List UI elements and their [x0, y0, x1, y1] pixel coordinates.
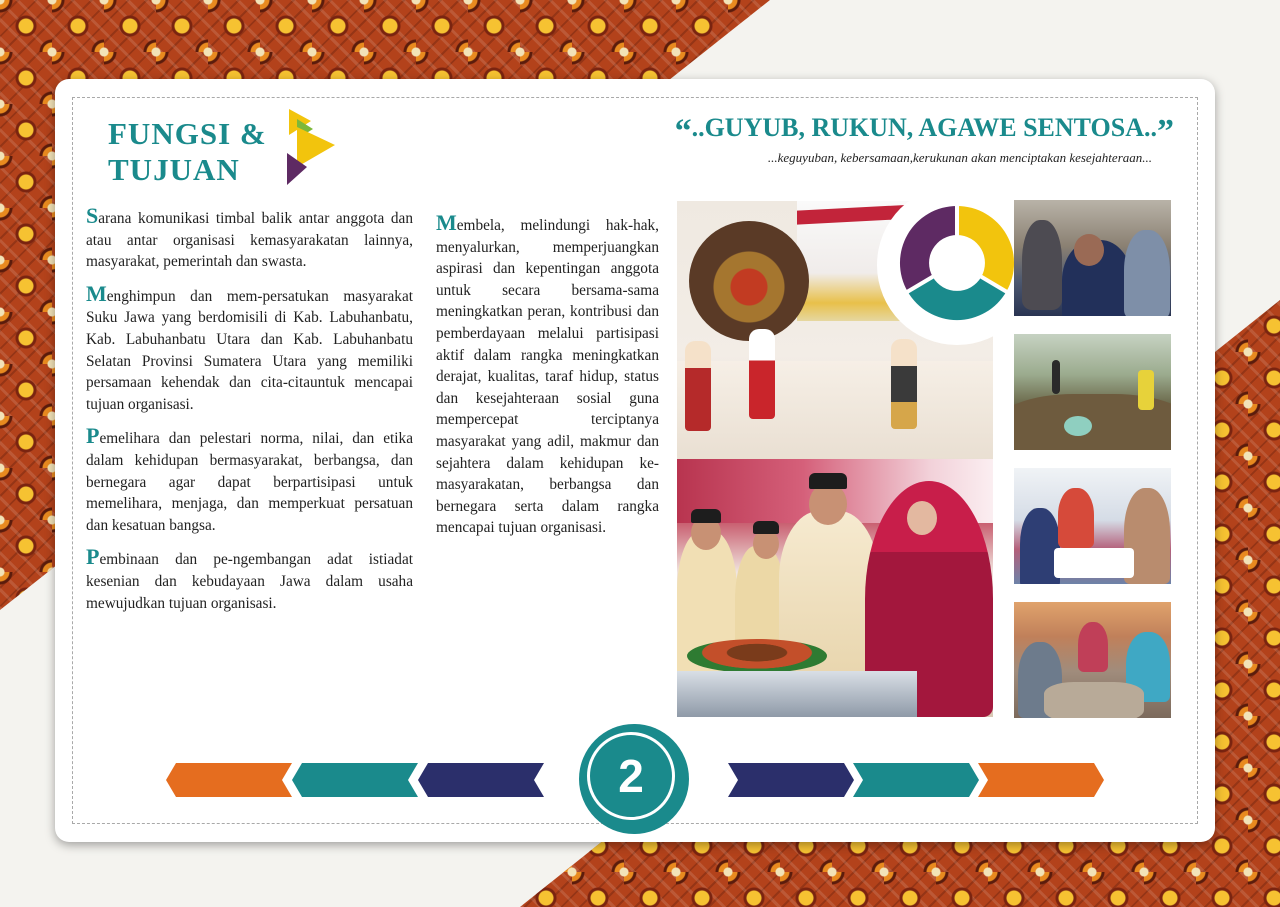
drop-letter: P: [86, 544, 100, 570]
page-number-badge: [579, 724, 689, 834]
motto-text: ..GUYUB, RUKUN, AGAWE SENTOSA..: [691, 113, 1157, 142]
paragraph-text: embela, melindungi hak-hak, menyalurkan, memperjuangkan aspirasi dan kepentingan anggota untuk secara bersama-sama meningkatkan peran, kontribusi dan pemberdayaan melalui partisipasi aktif dalam rangka meningkatkan derajat, kualitas, taraf hidup, status dan kesejahteraan sosial guna mempercepat terciptanya masyarakat yang adil, makmur dan sejahtera dalam kehidupan ke-masyarakatan, berbangsa dan bernegara serta dalam rangka mencapai tujuan organisasi.: [436, 217, 659, 537]
side-photo-gathering: [1014, 602, 1171, 718]
right-arrow-bar-teal: [853, 763, 979, 797]
floor: [677, 361, 993, 461]
right-arrow-bar-navy: [728, 763, 854, 797]
table: [677, 671, 917, 717]
person-head: [809, 483, 847, 525]
left-text-column: [86, 203, 413, 626]
worker: [1052, 360, 1060, 394]
paragraph-text: embinaan dan pe-ngembangan adat istiadat kesenian dan kebudayaan Jawa dalam usaha mewujudkan tujuan organisasi.: [86, 551, 413, 612]
person-head: [1074, 234, 1104, 266]
left-arrow-bar-navy: [418, 763, 544, 797]
paragraph-pemelihara: [86, 423, 413, 536]
sack: [1064, 416, 1092, 436]
paragraph-text: arana komunikasi timbal balik antar anggota dan atau antar organisasi kemasyarakatan lainnya, masyarakat, pemerintah dan swasta.: [86, 210, 413, 271]
peci-cap: [691, 509, 721, 523]
motto-subtitle: ...keguyuban, kebersamaan,kerukunan akan menciptakan kesejahteraan...: [767, 150, 1152, 165]
page-title: [108, 116, 267, 188]
floor: [1044, 682, 1144, 718]
triangle-arrow-logo-icon: [285, 105, 337, 187]
paragraph-membela: [436, 210, 659, 539]
drop-letter: M: [436, 210, 457, 235]
left-arrow-bar-orange: [166, 763, 292, 797]
side-photo-meeting: [1014, 468, 1171, 584]
dancer: [749, 329, 775, 419]
peci-cap: [753, 521, 779, 534]
page-number: 2: [587, 732, 675, 820]
tumpeng-tray: [687, 639, 827, 673]
donut-decoration: [877, 185, 1037, 345]
paragraph-sarana: [86, 203, 413, 273]
paragraph-menghimpun: [86, 280, 413, 416]
peci-cap: [809, 473, 847, 489]
dancer: [891, 339, 917, 429]
drop-letter: P: [86, 423, 100, 449]
left-arrow-bar-teal: [292, 763, 418, 797]
table: [1054, 548, 1134, 578]
person: [1078, 622, 1108, 672]
person-face: [907, 501, 937, 535]
reog-mask: [689, 221, 809, 341]
dancer: [685, 341, 711, 431]
worker: [1138, 370, 1154, 410]
person: [1022, 220, 1062, 310]
motto-close-quote: ”: [1157, 113, 1174, 150]
person: [1058, 488, 1094, 548]
paragraph-pembinaan: [86, 544, 413, 614]
motto: [675, 113, 1174, 151]
paragraph-text: enghimpun dan mem-persatukan masyarakat Suku Jawa yang berdomisili di Kab. Labuhanbatu, Kab. Labuhanbatu Utara dan Kab. Labuhanbatu Selatan Provinsi Sumatera Utara yang memiliki persamaan kehendak dan cita-citauntuk mencapai tujuan organisasi.: [86, 287, 413, 413]
person: [1124, 230, 1170, 316]
right-arrow-bar-orange: [978, 763, 1104, 797]
drop-letter: M: [86, 280, 107, 306]
side-photo-aid-distribution: [1014, 200, 1171, 316]
motto-open-quote: “: [674, 113, 692, 150]
donut-ring-icon: [877, 185, 1037, 345]
paragraph-text: emelihara dan pelestari norma, nilai, dan etika dalam kehidupan bermasyarakat, berbangsa, dan bernegara agar dapat berpartisipasi untuk memelihara, menjaga, dan memperkuat persatuan dan kesatuan bangsa.: [86, 430, 413, 534]
title-line-2: TUJUAN: [108, 152, 240, 187]
side-photo-fieldwork: [1014, 334, 1171, 450]
title-line-1: FUNGSI &: [108, 116, 267, 151]
right-text-column: [436, 210, 659, 551]
drop-letter: S: [86, 203, 99, 228]
